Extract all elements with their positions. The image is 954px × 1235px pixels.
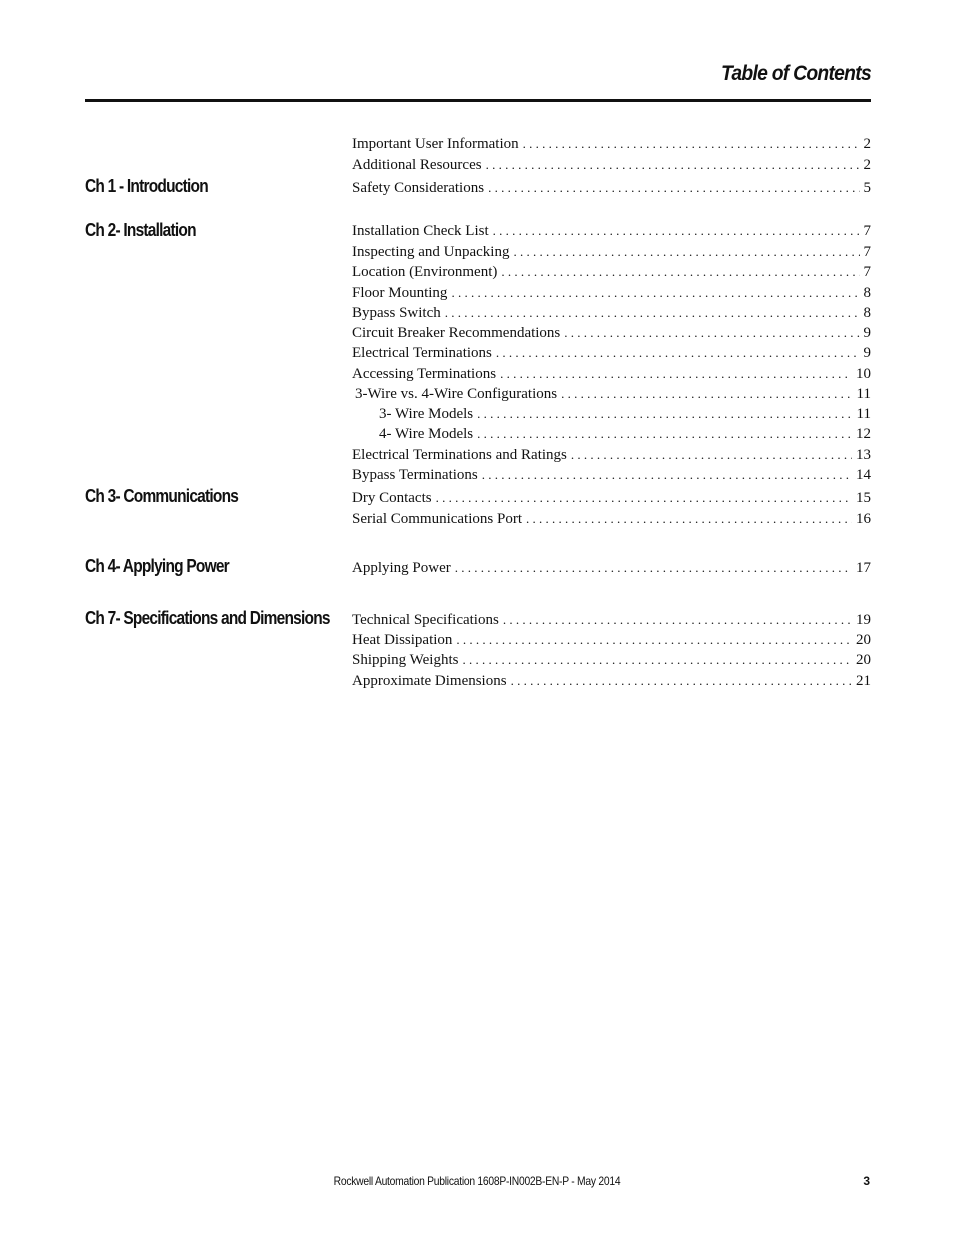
- toc-leader: [488, 178, 859, 198]
- toc-entry-label: 3-Wire vs. 4-Wire Configurations: [355, 386, 558, 402]
- toc-leader: [513, 242, 859, 262]
- toc-entry-label: Location (Environment): [352, 264, 498, 280]
- toc-leader: [500, 364, 852, 384]
- page-title: Table of Contents: [721, 62, 871, 85]
- toc-entry[interactable]: [352, 262, 871, 282]
- toc-entry-page: 7: [863, 264, 871, 280]
- toc-entry[interactable]: [379, 404, 871, 424]
- toc-entry[interactable]: [352, 303, 871, 323]
- toc-entry[interactable]: [352, 155, 871, 175]
- toc-entry-label: Bypass Terminations: [352, 467, 478, 483]
- toc-entry-page: 16: [856, 511, 871, 527]
- toc-entry[interactable]: [352, 343, 871, 363]
- toc-entry-label: Heat Dissipation: [352, 632, 453, 648]
- toc-leader: [526, 509, 852, 529]
- chapter-heading-applying-power: Ch 4- Applying Power: [85, 556, 229, 576]
- toc-entry[interactable]: [352, 488, 871, 508]
- toc-entry[interactable]: [352, 630, 871, 650]
- toc-entry-page: 9: [863, 325, 871, 341]
- toc-entry-page: 9: [863, 345, 871, 361]
- toc-entry-page: 7: [863, 244, 871, 260]
- toc-leader: [477, 424, 852, 444]
- toc-entry[interactable]: [352, 671, 871, 691]
- toc-entry-page: 10: [856, 366, 871, 382]
- toc-entry[interactable]: [352, 610, 871, 630]
- toc-entry-page: 8: [863, 285, 871, 301]
- toc-leader: [511, 671, 852, 691]
- toc-entry-label: Circuit Breaker Recommendations: [352, 325, 561, 341]
- toc-entry-label: Additional Resources: [352, 157, 482, 173]
- toc-leader: [496, 343, 860, 363]
- toc-leader: [445, 303, 860, 323]
- toc-leader: [436, 488, 852, 508]
- chapter-heading-specifications: Ch 7- Specifications and Dimensions: [85, 608, 330, 628]
- toc-leader: [493, 221, 860, 241]
- toc-entry-label: Important User Information: [352, 136, 519, 152]
- toc-entry-page: 12: [856, 426, 871, 442]
- toc-entry-label: Safety Considerations: [352, 180, 485, 196]
- toc-entry[interactable]: [352, 283, 871, 303]
- toc-entry-label: Applying Power: [352, 560, 451, 576]
- chapter-heading-communications: Ch 3- Communications: [85, 486, 239, 506]
- toc-leader: [571, 445, 852, 465]
- chapter-heading-introduction: Ch 1 - Introduction: [85, 176, 208, 196]
- toc-entry-page: 21: [856, 673, 871, 689]
- toc-entry-page: 13: [856, 447, 871, 463]
- toc-entry[interactable]: [352, 445, 871, 465]
- toc-entry-label: Floor Mounting: [352, 285, 448, 301]
- toc-leader: [462, 650, 852, 670]
- toc-entry-page: 17: [856, 560, 871, 576]
- toc-entry-page: 11: [856, 406, 871, 422]
- toc-leader: [477, 404, 852, 424]
- toc-entry[interactable]: [352, 650, 871, 670]
- toc-entry-page: 2: [863, 136, 871, 152]
- toc-entry-page: 8: [863, 305, 871, 321]
- toc-leader: [501, 262, 859, 282]
- toc-leader: [486, 155, 860, 175]
- toc-leader: [451, 283, 859, 303]
- toc-entry-page: 20: [856, 652, 871, 668]
- toc-entry-label: Installation Check List: [352, 223, 489, 239]
- toc-leader: [564, 323, 859, 343]
- toc-entry-page: 11: [856, 386, 871, 402]
- toc-entry-page: 7: [863, 223, 871, 239]
- toc-entry-page: 14: [856, 467, 871, 483]
- toc-leader: [456, 630, 852, 650]
- toc-entry[interactable]: [352, 178, 871, 198]
- toc-entry-page: 19: [856, 612, 871, 628]
- toc-entry-label: Inspecting and Unpacking: [352, 244, 510, 260]
- toc-entry-label: Approximate Dimensions: [352, 673, 507, 689]
- toc-entry-label: Dry Contacts: [352, 490, 432, 506]
- toc-entry-label: Electrical Terminations and Ratings: [352, 447, 567, 463]
- toc-entry-label: Accessing Terminations: [352, 366, 497, 382]
- toc-entry-page: 20: [856, 632, 871, 648]
- toc-entry[interactable]: [352, 509, 871, 529]
- toc-entry-page: 15: [856, 490, 871, 506]
- toc-entry[interactable]: [379, 424, 871, 444]
- chapter-heading-installation: Ch 2- Installation: [85, 220, 196, 240]
- toc-leader: [503, 610, 852, 630]
- toc-entry-label: Bypass Switch: [352, 305, 441, 321]
- toc-entry-page: 2: [863, 157, 871, 173]
- toc-entry-label: Shipping Weights: [352, 652, 459, 668]
- toc-entry-label: 3- Wire Models: [379, 406, 474, 422]
- toc-entry-page: 5: [863, 180, 871, 196]
- toc-leader: [523, 134, 860, 154]
- toc-entry[interactable]: [352, 323, 871, 343]
- title-rule: [85, 99, 871, 102]
- toc-leader: [482, 465, 852, 485]
- toc-entry[interactable]: [352, 242, 871, 262]
- toc-leader: [455, 558, 852, 578]
- toc-entry[interactable]: [352, 221, 871, 241]
- toc-entry-label: Technical Specifications: [352, 612, 499, 628]
- toc-entry[interactable]: [352, 364, 871, 384]
- toc-entry-label: Electrical Terminations: [352, 345, 492, 361]
- toc-entry-label: Serial Communications Port: [352, 511, 522, 527]
- toc-entry[interactable]: [352, 558, 871, 578]
- toc-entry[interactable]: [352, 465, 871, 485]
- toc-leader: [561, 384, 852, 404]
- footer-page-number: 3: [863, 1174, 870, 1188]
- footer-publication: Rockwell Automation Publication 1608P-IN002B-EN-P - May 2014: [333, 1174, 621, 1188]
- toc-entry[interactable]: [355, 384, 871, 404]
- toc-entry-label: 4- Wire Models: [379, 426, 474, 442]
- toc-entry[interactable]: [352, 134, 871, 154]
